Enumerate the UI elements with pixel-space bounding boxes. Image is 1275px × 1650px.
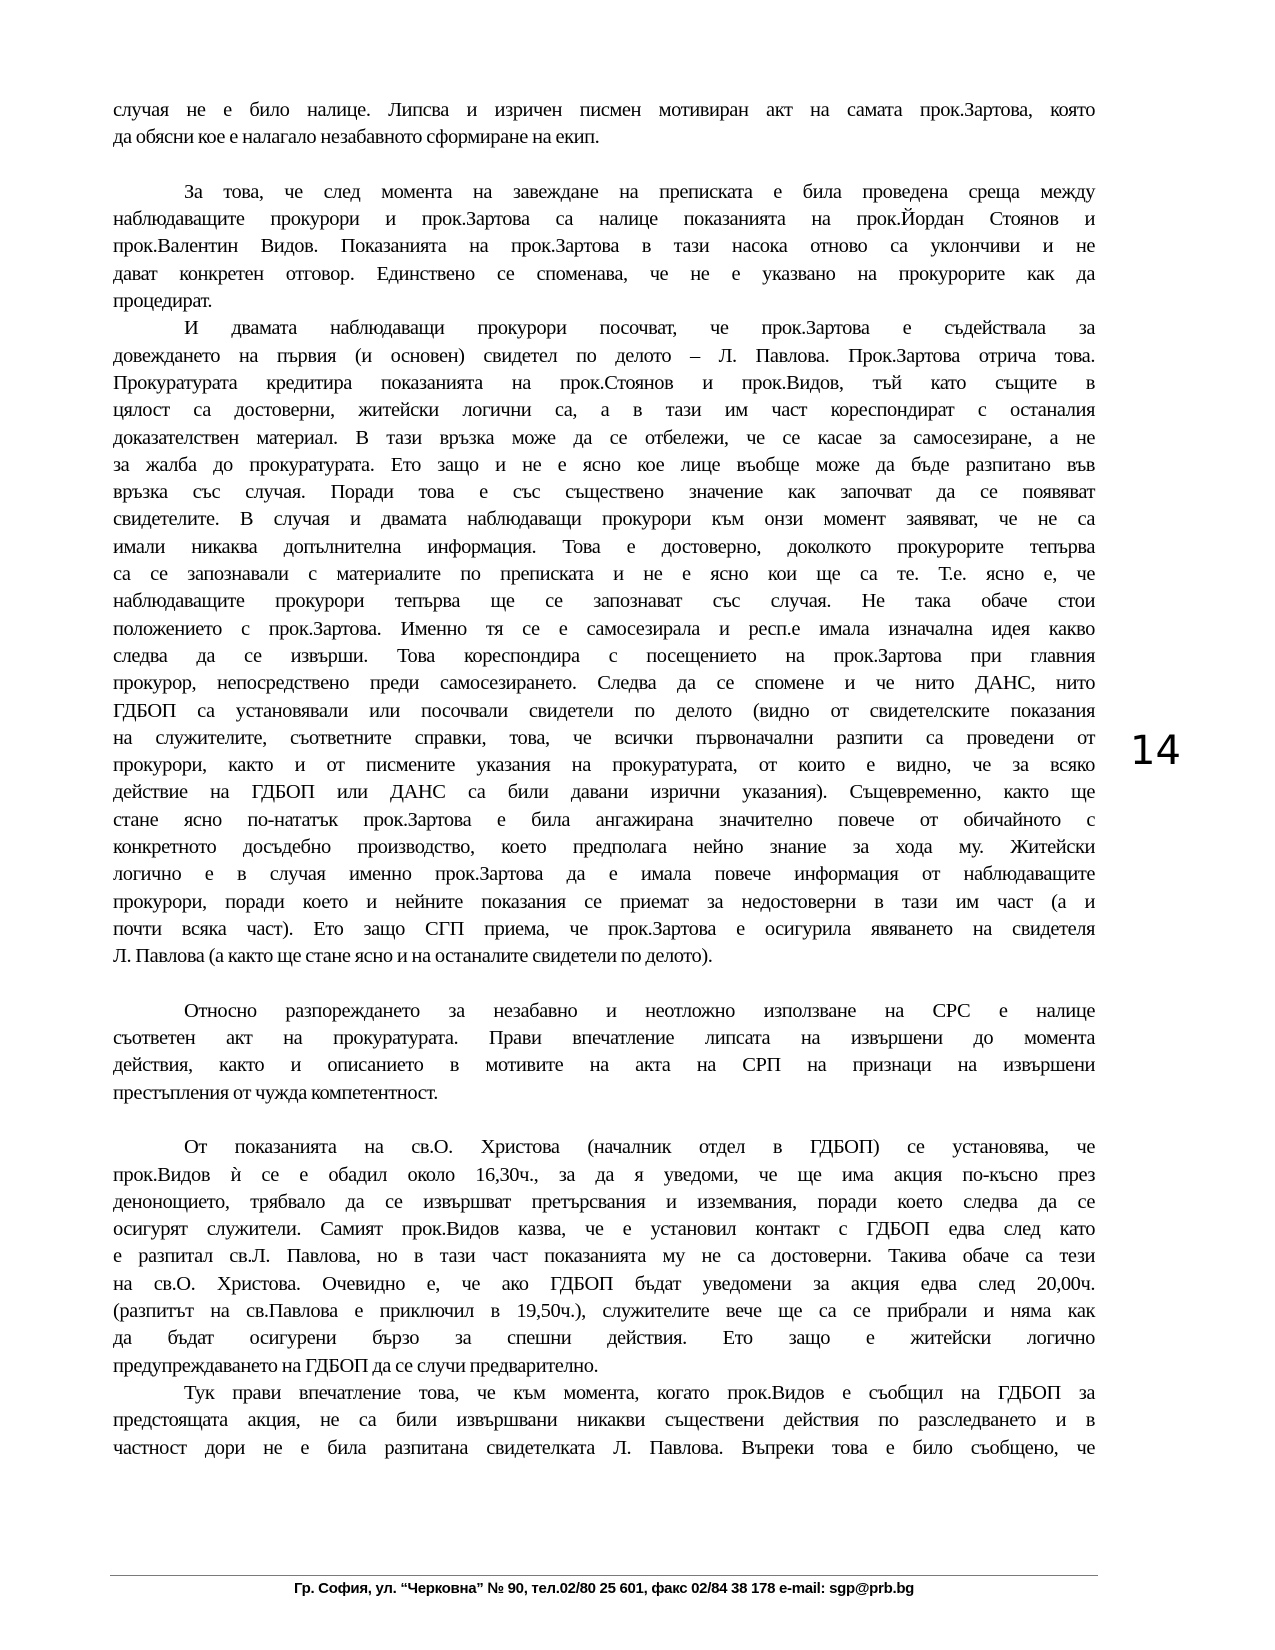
text-line: частност дори не е била разпитана свидетелката Л. Павлова. Въпреки това е било съобщено, че [113, 1436, 1095, 1459]
text-line: процедират. [113, 290, 213, 313]
paragraph [113, 179, 1095, 315]
text-line: прок.Валентин Видов. Показанията на прок.Зартова в тази насока отново са уклончиви и не [113, 235, 1095, 258]
text-line: имали никаква допълнителна информация. Това е достоверно, доколкото прокурорите тепърва [113, 535, 1095, 558]
text-line: следва да се извърши. Това кореспондира с посещението на прок.Зартова при главния [113, 644, 1095, 667]
text-line: За това, че след момента на завеждане на преписката е била проведена среща между [184, 180, 1095, 203]
text-line: Относно разпореждането за незабавно и неотложно използване на СРС е налице [184, 999, 1095, 1022]
paragraph [113, 315, 1095, 970]
text-line: да обясни кое е налагало незабавното сформиране на екип. [113, 126, 600, 149]
paragraph-gap [113, 152, 1095, 179]
text-line: прокурор, непосредствено преди самосезирането. Следва да се спомене и че нито ДАНС, нито [113, 672, 1095, 695]
text-line: предупреждаването на ГДБОП да се случи предварително. [113, 1354, 599, 1377]
text-line: на служителите, съответните справки, това, че всички първоначални разпити са проведени от [113, 726, 1095, 749]
text-line: положението с прок.Зартова. Именно тя се е самосезирала и респ.е имала изначална идея какво [113, 617, 1095, 640]
text-line: Прокуратурата кредитира показанията на прок.Стоянов и прок.Видов, тъй като същите в [113, 371, 1095, 394]
text-line: за жалба до прокуратурата. Ето защо и не е ясно кое лице въобще може да бъде разпитано във [113, 453, 1095, 476]
text-line: прокурори, както и от писмените указания на прокуратурата, от които е видно, че за всяко [113, 754, 1095, 777]
paragraph [113, 998, 1095, 1107]
footer-divider [110, 1575, 1098, 1576]
text-line: наблюдаващите прокурори тепърва ще се запознават със случая. Не така обаче стои [113, 590, 1095, 613]
text-line: Тук прави впечатление това, че към момента, когато прок.Видов е съобщил на ГДБОП за [184, 1381, 1095, 1404]
text-line: цялост са достоверни, житейски логични са, а в тази им част кореспондират с останалия [113, 399, 1095, 422]
text-line: наблюдаващите прокурори и прок.Зартова са налице показанията на прок.Йордан Стоянов и [113, 208, 1095, 231]
paragraph [113, 1380, 1095, 1462]
text-line: свидетелите. В случая и двамата наблюдаващи прокурори към онзи момент заявяват, че не са [113, 508, 1095, 531]
text-line: осигурят служители. Самият прок.Видов казва, че е установил контакт с ГДБОП едва след като [113, 1218, 1095, 1241]
footer-address: Гр. София, ул. “Черковна” № 90, тел.02/80 25 601, факс 02/84 38 178 e-mail: sgp@prb.bg [293, 1580, 915, 1597]
text-line: доказателствен материал. В тази връзка може да се отбележи, че се касае за самосезиране, а не [113, 426, 1095, 449]
text-line: прок.Видов ѝ се е обадил около 16,30ч., за да я уведоми, че ще има акция по-късно през [113, 1163, 1095, 1186]
text-line: са се запознавали с материалите по преписката и не е ясно кои ще са те. Т.е. ясно е, че [113, 563, 1095, 586]
text-line: да бъдат осигурени бързо за спешни действия. Ето защо е житейски логично [113, 1327, 1095, 1350]
text-line: стане ясно по-нататък прок.Зартова е била ангажирана значително повече от обичайното с [113, 808, 1095, 831]
text-line: престъпления от чужда компетентност. [113, 1081, 438, 1104]
text-line: действия, както и описанието в мотивите на акта на СРП на признаци на извършени [113, 1054, 1095, 1077]
text-line: почти всяка част). Ето защо СГП приема, че прок.Зартова е осигурила явяването на свидетеля [113, 917, 1095, 940]
text-line: на св.О. Христова. Очевидно е, че ако ГДБОП бъдат уведомени за акция едва след 20,00ч. [113, 1272, 1095, 1295]
paragraph [113, 97, 1095, 152]
document-body [113, 97, 1095, 1462]
paragraph-gap [113, 971, 1095, 998]
text-line: (разпитът на св.Павлова е приключил в 19,50ч.), служителите вече ще са се прибрали и няма как [113, 1300, 1095, 1323]
text-line: довеждането на първия (и основен) свидетел по делото – Л. Павлова. Прок.Зартова отрича това. [113, 344, 1095, 367]
text-line: съответен акт на прокуратурата. Прави впечатление липсата на извършени до момента [113, 1027, 1095, 1050]
paragraph-gap [113, 1107, 1095, 1134]
text-line: действие на ГДБОП или ДАНС са били давани изрични указания). Същевременно, както ще [113, 781, 1095, 804]
text-line: ГДБОП са установявали или посочвали свидетели по делото (видно от свидетелските показания [113, 699, 1095, 722]
paragraph [113, 1134, 1095, 1380]
text-line: конкретното досъдебно производство, което предполага нейно знание за хода му. Житейски [113, 836, 1095, 859]
text-line: е разпитал св.Л. Павлова, но в тази част показанията му не са достоверни. Такива обаче са тези [113, 1245, 1095, 1268]
text-line: предстоящата акция, не са били извършвани никакви съществени действия по разследването и в [113, 1409, 1095, 1432]
text-line: И двамата наблюдаващи прокурори посочват, че прок.Зартова е съдействала за [184, 317, 1095, 340]
text-line: дават конкретен отговор. Единствено се споменава, че не е указвано на прокурорите как да [113, 262, 1095, 285]
text-line: прокурори, поради което и нейните показания се приемат за недостоверни в тази им част (а и [113, 890, 1095, 913]
text-line: логично е в случая именно прок.Зартова да е имала повече информация от наблюдаващите [113, 863, 1095, 886]
text-line: денонощието, трябвало да се извършват претърсвания и изземвания, поради което следва да се [113, 1190, 1095, 1213]
text-line: случая не е било налице. Липсва и изричен писмен мотивиран акт на самата прок.Зартова, която [113, 99, 1095, 121]
text-line: връзка със случая. Поради това е със съществено значение как започват да се появяват [113, 481, 1095, 504]
page-number: 14 [1130, 728, 1181, 774]
text-line: Л. Павлова (а както ще стане ясно и на останалите свидетели по делото). [113, 945, 713, 968]
text-line: От показанията на св.О. Христова (началник отдел в ГДБОП) се установява, че [184, 1136, 1095, 1159]
